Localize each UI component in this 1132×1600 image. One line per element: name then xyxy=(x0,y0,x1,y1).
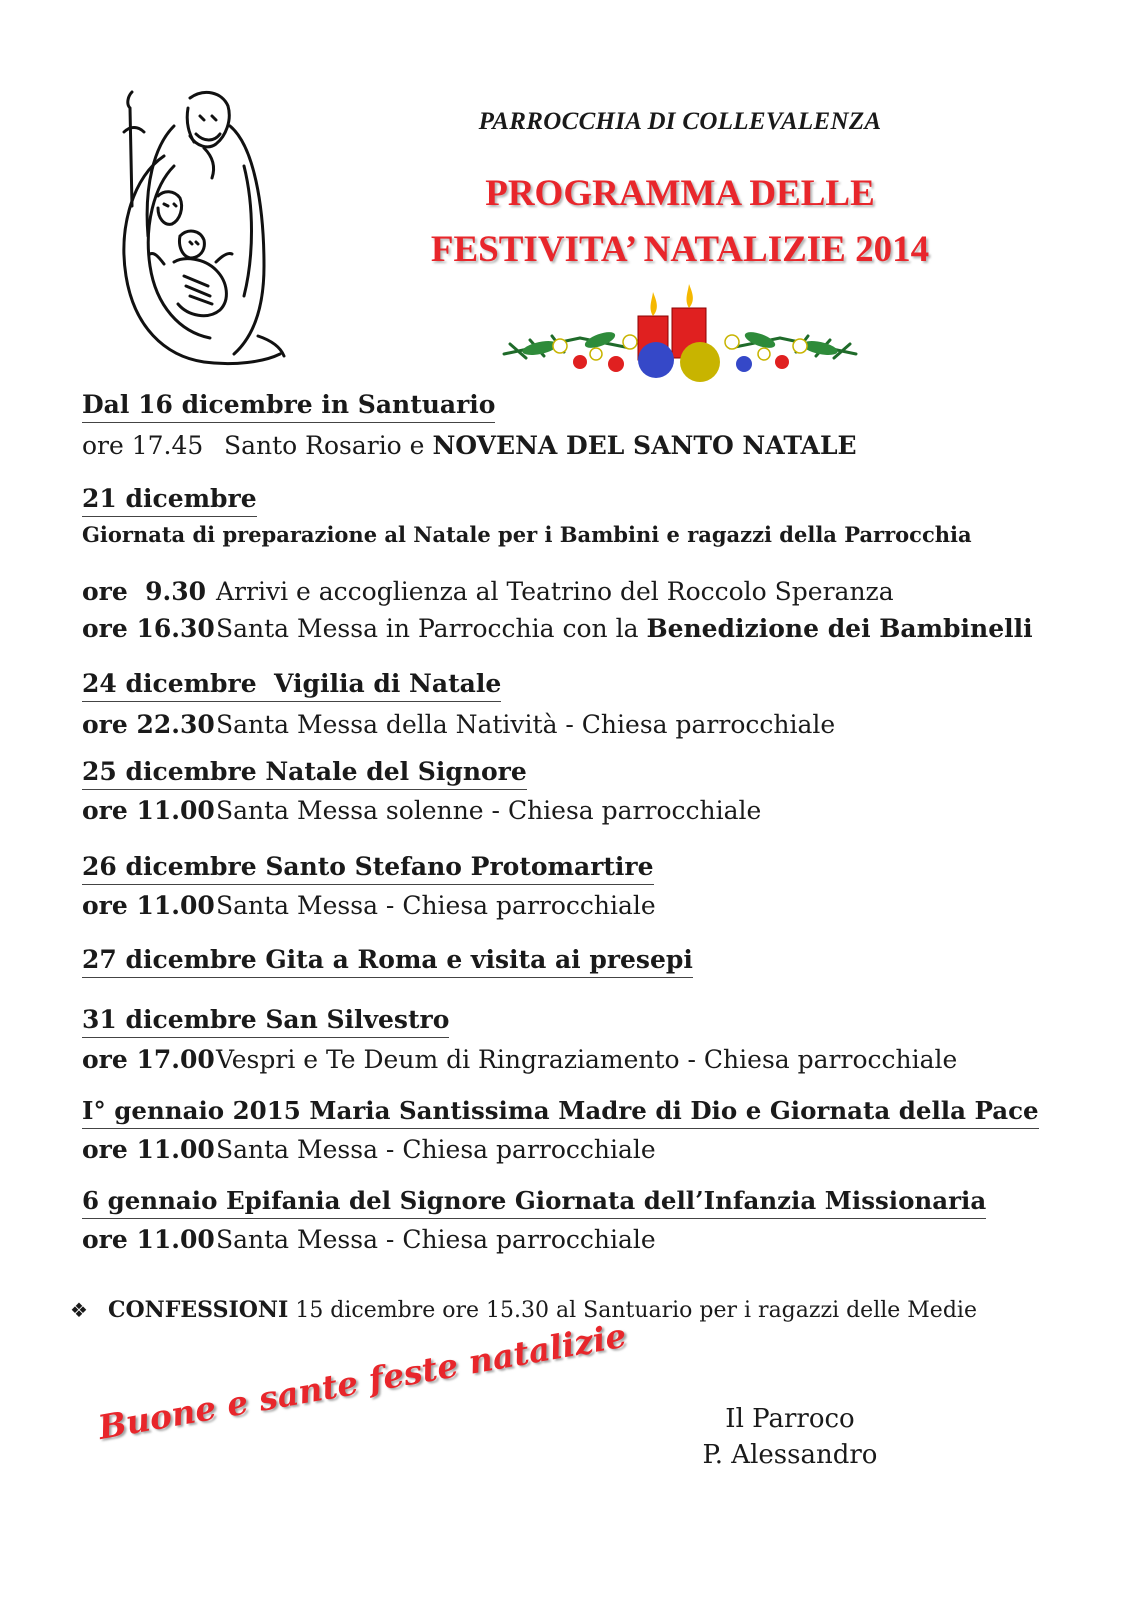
line-time: ore 22.30 xyxy=(82,710,215,739)
confessions-note xyxy=(70,1297,977,1323)
line-time: ore 11.00 xyxy=(82,891,215,920)
line-text: Vespri e Te Deum di Ringraziamento - Chiesa parrocchiale xyxy=(216,1045,958,1074)
schedule-line-messa-bambinelli xyxy=(82,614,1033,644)
line-time: ore 11.00 xyxy=(82,796,215,825)
schedule-line-arrivi xyxy=(82,577,894,607)
line-text: Santa Messa - Chiesa parrocchiale xyxy=(216,891,656,920)
line-time: ore 9.30 xyxy=(82,577,207,606)
parish-name: PARROCCHIA DI COLLEVALENZA xyxy=(478,108,882,135)
line-text: ore 17.45 xyxy=(82,431,204,460)
signature-name: P. Alessandro xyxy=(702,1440,878,1470)
signature-role: Il Parroco xyxy=(725,1404,855,1434)
schedule-heading-epifania: 6 gennaio Epifania del Signore Giornata dell’Infanzia Missionaria xyxy=(82,1186,986,1219)
schedule-line-natale xyxy=(82,796,761,826)
schedule-line-epifania xyxy=(82,1225,656,1255)
line-text: Arrivi e accoglienza al Teatrino del Roccolo Speranza xyxy=(216,577,894,606)
confessions-label: CONFESSIONI xyxy=(108,1297,289,1323)
schedule-heading-21dic: 21 dicembre xyxy=(82,484,257,517)
line-bold-text: NOVENA DEL SANTO NATALE xyxy=(432,431,857,460)
program-title-line1: PROGRAMMA DELLE xyxy=(485,173,875,214)
christmas-candles-decoration xyxy=(500,282,860,392)
line-bold-text: Benedizione dei Bambinelli xyxy=(646,614,1033,643)
line-text: Santa Messa solenne - Chiesa parrocchiale xyxy=(216,796,762,825)
schedule-heading-gita-roma: 27 dicembre Gita a Roma e visita ai presepi xyxy=(82,945,693,978)
schedule-line-san-silvestro xyxy=(82,1045,957,1075)
line-time: ore 11.00 xyxy=(82,1135,215,1164)
line-time: ore 17.00 xyxy=(82,1045,215,1074)
schedule-line-santo-stefano xyxy=(82,891,656,921)
schedule-subheading-21dic: Giornata di preparazione al Natale per i Bambini e ragazzi della Parrocchia xyxy=(82,522,972,547)
nativity-illustration xyxy=(104,86,290,378)
line-text: Santo Rosario e xyxy=(223,431,433,460)
line-text: Santa Messa in Parrocchia con la xyxy=(216,614,647,643)
greeting-text: Buone e sante feste natalizie xyxy=(95,1315,630,1447)
line-time: ore 16.30 xyxy=(82,614,215,643)
schedule-heading-san-silvestro: 31 dicembre San Silvestro xyxy=(82,1005,449,1038)
schedule-line-novena xyxy=(82,431,857,461)
program-title-line2: FESTIVITA’ NATALIZIE 2014 xyxy=(430,229,930,270)
line-time: ore 11.00 xyxy=(82,1225,215,1254)
schedule-line-capodanno xyxy=(82,1135,656,1165)
schedule-line-vigilia xyxy=(82,710,835,740)
schedule-heading-novena: Dal 16 dicembre in Santuario xyxy=(82,390,495,423)
confessions-text: 15 dicembre ore 15.30 al Santuario per i ragazzi delle Medie xyxy=(288,1298,977,1323)
schedule-heading-natale: 25 dicembre Natale del Signore xyxy=(82,757,527,790)
line-text: Santa Messa della Natività - Chiesa parrocchiale xyxy=(216,710,836,739)
line-text: Santa Messa - Chiesa parrocchiale xyxy=(216,1225,656,1254)
schedule-heading-capodanno: I° gennaio 2015 Maria Santissima Madre di Dio e Giornata della Pace xyxy=(82,1096,1039,1129)
schedule-heading-vigilia: 24 dicembre Vigilia di Natale xyxy=(82,669,501,702)
line-text: Santa Messa - Chiesa parrocchiale xyxy=(216,1135,656,1164)
schedule-heading-santo-stefano: 26 dicembre Santo Stefano Protomartire xyxy=(82,852,654,885)
bullet-icon: ❖ xyxy=(70,1298,88,1322)
